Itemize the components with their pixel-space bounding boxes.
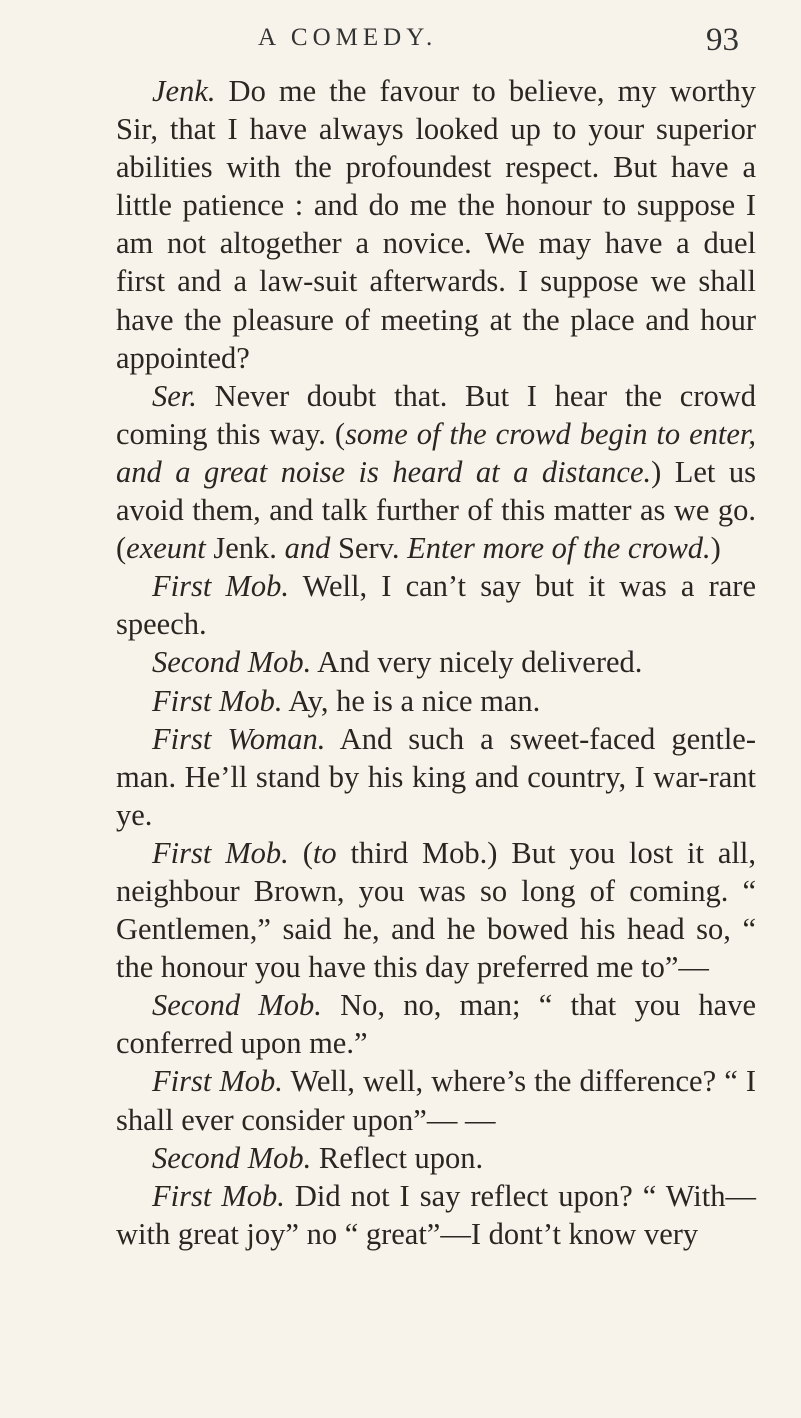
speaker-name: First Mob.: [152, 1064, 283, 1099]
dialogue-text: Jenk.: [205, 531, 285, 566]
dialogue-text: ): [710, 531, 721, 566]
speaker-name: Jenk.: [152, 74, 216, 108]
dialogue-text: Do me the favour to believe, my worthy Sir, that I have always looked up to your superior abilities with the profoundest respect. But have a little patience : and do me the honour to suppose I am not altogether a novice. We may have a duel first and a law-suit afterwards. I suppose we shall have the pleasure of meeting at the place and hour appointed?: [116, 74, 756, 375]
dialogue-text: Well, well, where’s the difference? “ I shall ever consider upon”— —: [116, 1064, 756, 1137]
speaker-name: First Mob.: [152, 683, 283, 718]
dialogue-text: No, no, man; “ that you have conferred upon me.”: [116, 988, 757, 1061]
play-text: [116, 72, 756, 1253]
speaker-name: First Mob.: [152, 835, 289, 870]
dialogue-text: And very nicely delivered.: [311, 645, 643, 680]
dialogue-paragraph: [116, 377, 756, 567]
dialogue-text: ) Let us avoid them, and talk further of this matter as we go. (: [116, 454, 756, 566]
page-number: 93: [706, 22, 739, 58]
running-head: [0, 22, 801, 62]
speaker-name: First Mob.: [152, 1178, 285, 1213]
speaker-name: Second Mob.: [152, 988, 322, 1023]
dialogue-paragraph: [116, 567, 756, 643]
dialogue-text: third Mob.) But you lost it all, neighbour Brown, you was so long of coming. “ Gentlemen,” said he, and he bowed his head so, “ the honour you have this day preferred me to”—: [116, 835, 756, 985]
speaker-name: First Mob.: [152, 569, 290, 604]
dialogue-paragraph: [116, 834, 756, 986]
dialogue-text: Did not I say reflect upon? “ With—with great joy” no “ great”—I dont’t know very: [116, 1178, 756, 1251]
dialogue-paragraph: [116, 1062, 756, 1138]
dialogue-paragraph: [116, 72, 756, 377]
dialogue-text: And such a sweet-faced gentle-man. He’ll stand by his king and country, I war-rant ye.: [116, 721, 756, 832]
running-title: A COMEDY.: [258, 24, 438, 51]
dialogue-text: Never doubt that. But I hear the crowd coming this way. (: [116, 378, 756, 451]
dialogue-text: (: [288, 835, 313, 870]
speaker-name: First Woman.: [152, 721, 326, 756]
dialogue-text: Reflect upon.: [311, 1140, 484, 1175]
stage-direction: exeunt: [126, 531, 206, 566]
stage-direction: Enter more of the crowd.: [407, 531, 711, 566]
dialogue-paragraph: [116, 1139, 756, 1177]
speaker-name: Ser.: [152, 378, 197, 413]
speaker-name: Second Mob.: [152, 1140, 312, 1175]
stage-direction: to: [312, 835, 337, 870]
dialogue-paragraph: [116, 682, 756, 720]
stage-direction: some of the crowd begin to enter, and a great noise is heard at a distance.: [116, 416, 757, 489]
dialogue-paragraph: [116, 986, 756, 1062]
dialogue-text: Ay, he is a nice man.: [282, 683, 541, 718]
dialogue-paragraph: [116, 1177, 756, 1253]
dialogue-text: Serv.: [330, 531, 408, 566]
speaker-name: Second Mob.: [152, 645, 312, 680]
dialogue-text: Well, I can’t say but it was a rare speech.: [116, 569, 756, 642]
dialogue-paragraph: [116, 720, 756, 834]
stage-direction: and: [284, 531, 331, 566]
dialogue-paragraph: [116, 643, 756, 681]
